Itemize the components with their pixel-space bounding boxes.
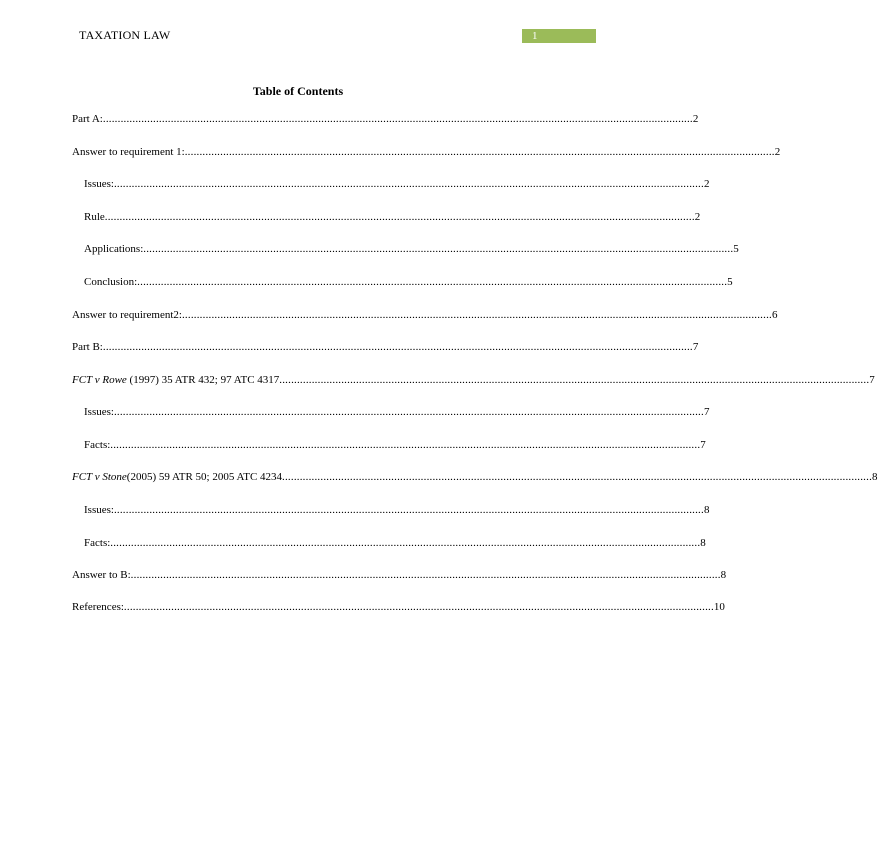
toc-entry-answer-requirement-2[interactable] [72, 308, 778, 322]
toc-entry-label [72, 470, 282, 484]
toc-entry-issues[interactable] [84, 503, 710, 517]
toc-entry-page: 8 [872, 471, 878, 483]
toc-entry-facts[interactable] [84, 438, 706, 452]
toc-entry-label: Issues: [84, 406, 114, 418]
toc-dot-leader: ........................................................................................................................................................................................................ [282, 471, 873, 483]
toc-entry-page: 7 [703, 406, 710, 418]
toc-entry-label: Part B: [72, 341, 103, 353]
toc-entry-page: 2 [703, 178, 710, 190]
toc-entry-page: 2 [694, 211, 701, 223]
toc-dot-leader: ........................................................................................................................................................................................................ [279, 374, 870, 386]
toc-entry-fct-v-rowe[interactable] [72, 373, 875, 387]
toc-entry-issues[interactable] [84, 405, 710, 419]
toc-dot-leader: ........................................................................................................................................................................................................ [113, 178, 704, 190]
toc-entry-label: Answer to requirement 1: [72, 146, 185, 158]
toc-entry-answer-requirement-1[interactable] [72, 145, 781, 159]
toc-entry-label: Answer to requirement2: [72, 309, 182, 321]
toc-entry-page: 5 [733, 243, 739, 255]
toc-entry-label: References: [72, 601, 124, 613]
header-title: TAXATION LAW [79, 28, 171, 42]
toc-entry-page: 7 [869, 374, 875, 386]
toc-dot-leader: ........................................................................................................................................................................................................ [113, 504, 704, 516]
toc-dot-leader: ........................................................................................................................................................................................................ [143, 243, 734, 255]
toc-entry-issues[interactable] [84, 177, 710, 191]
toc-entry-page: 8 [703, 504, 710, 516]
toc-entry-fct-v-stone[interactable] [72, 470, 878, 484]
toc-entry-page: 8 [700, 537, 706, 549]
toc-entry-conclusion[interactable] [84, 275, 733, 289]
toc-dot-leader: ........................................................................................................................................................................................................ [110, 439, 701, 451]
toc-entry-page: 2 [774, 146, 781, 158]
toc-entry-page: 5 [727, 276, 733, 288]
toc-entry-label: Rule [84, 211, 105, 223]
toc-entry-label: Facts: [84, 537, 111, 549]
toc-entry-part-b[interactable] [72, 340, 699, 354]
toc-entry-label: Applications: [84, 243, 144, 255]
toc-entry-page: 7 [700, 439, 706, 451]
toc-heading: Table of Contents [252, 84, 344, 98]
toc-entry-page: 7 [692, 341, 699, 353]
toc-dot-leader: ........................................................................................................................................................................................................ [104, 211, 695, 223]
toc-dot-leader: ........................................................................................................................................................................................................ [102, 113, 693, 125]
toc-entry-applications[interactable] [84, 242, 739, 256]
toc-dot-leader: ........................................................................................................................................................................................................ [181, 309, 772, 321]
toc-entry-page: 6 [771, 309, 778, 321]
toc-entry-label: Issues: [84, 504, 114, 516]
toc-dot-leader: ........................................................................................................................................................................................................ [130, 569, 721, 581]
toc-entry-page: 8 [720, 569, 727, 581]
toc-entry-label: Part A: [72, 113, 103, 125]
toc-entry-rule[interactable] [84, 210, 701, 224]
case-citation: (2005) 59 ATR 50; 2005 ATC 4234 [126, 471, 283, 483]
case-name-italic: FCT v Rowe [72, 374, 127, 386]
toc-dot-leader: ........................................................................................................................................................................................................ [110, 537, 701, 549]
toc-entry-label [72, 373, 279, 387]
toc-entry-facts[interactable] [84, 536, 706, 550]
toc-entry-page: 10 [713, 601, 725, 613]
toc-entry-answer-to-b[interactable] [72, 568, 727, 582]
toc-entry-label: Facts: [84, 439, 111, 451]
case-citation: (1997) 35 ATR 432; 97 ATC 4317 [126, 374, 280, 386]
case-name-italic: FCT v Stone [72, 471, 127, 483]
toc-dot-leader: ........................................................................................................................................................................................................ [184, 146, 775, 158]
toc-entry-references[interactable] [72, 600, 725, 614]
toc-entry-page: 2 [692, 113, 699, 125]
toc-dot-leader: ........................................................................................................................................................................................................ [123, 601, 714, 613]
toc-dot-leader: ........................................................................................................................................................................................................ [102, 341, 693, 353]
toc-dot-leader: ........................................................................................................................................................................................................ [113, 406, 704, 418]
toc-dot-leader: ........................................................................................................................................................................................................ [137, 276, 728, 288]
toc-entry-label: Issues: [84, 178, 114, 190]
toc-entry-label: Conclusion: [84, 276, 138, 288]
toc-entry-part-a[interactable] [72, 112, 699, 126]
toc-entry-label: Answer to B: [72, 569, 131, 581]
page-number-badge: 1 [522, 29, 596, 43]
